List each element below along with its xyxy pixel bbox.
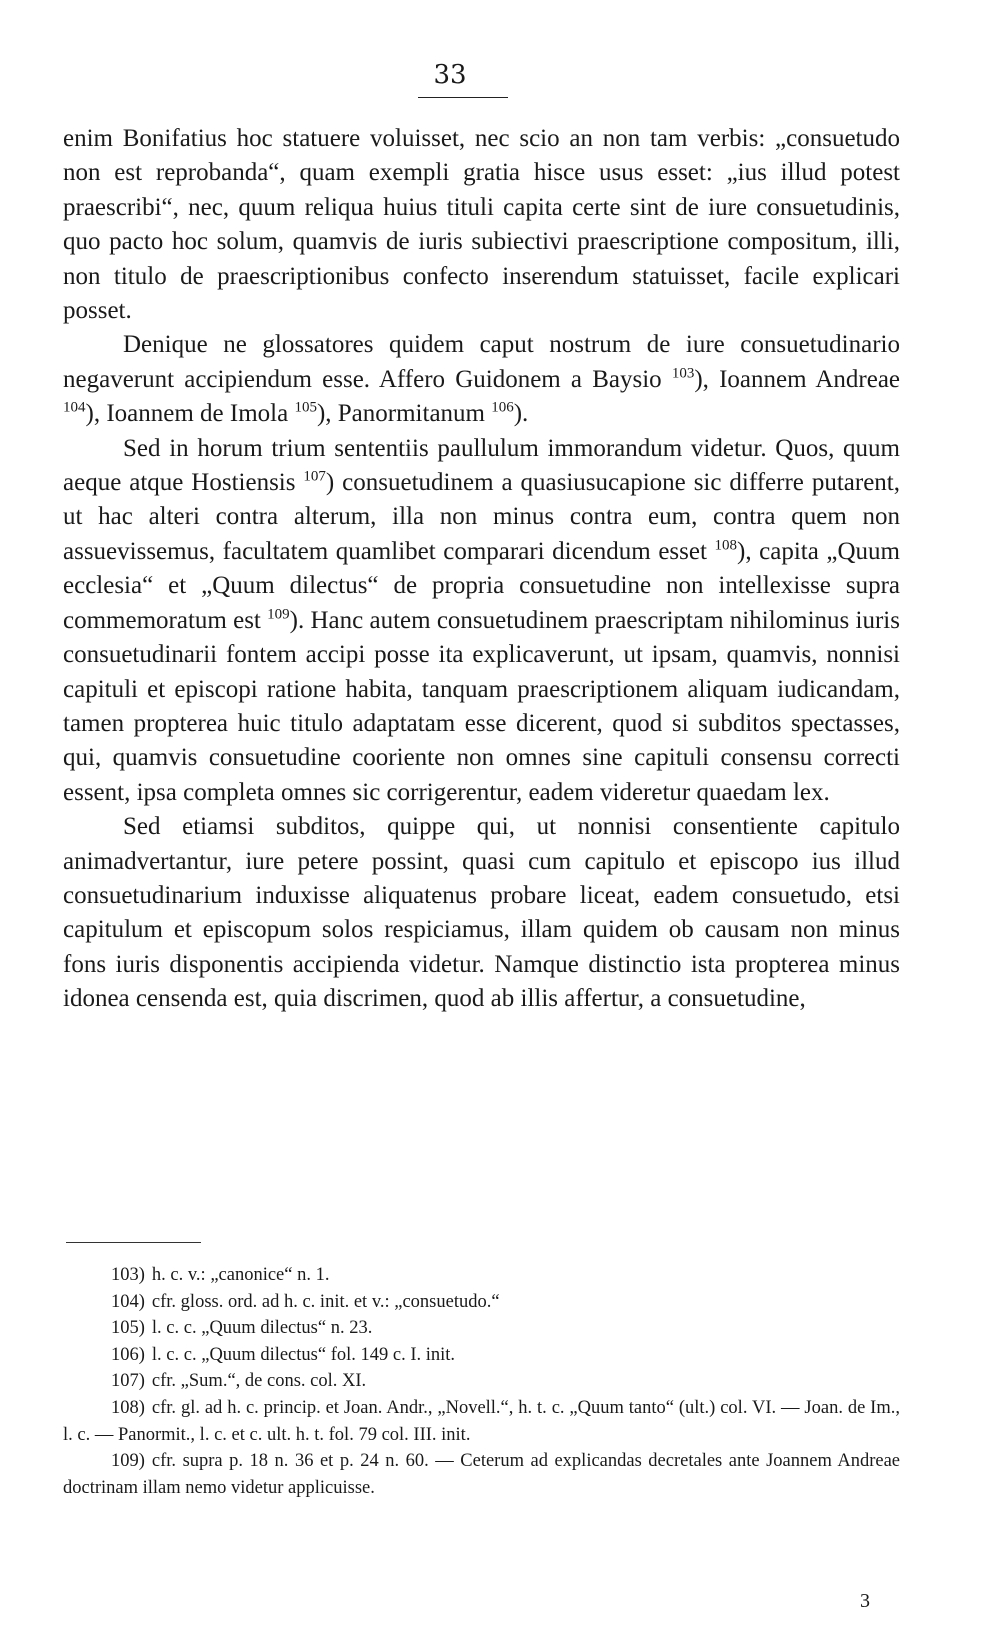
paragraph (63, 432, 900, 810)
footnote-text: cfr. gl. ad h. c. princip. et Joan. Andr., „Novell.“, h. t. c. „Quum tanto“ (ult.) col. VI. — Joan. de Im., l. c. — Panormit., l. c. et c. ult. h. t. fol. 79 col. III. init. (63, 1397, 900, 1445)
paragraph-text: enim Bonifatius hoc statuere voluisset, nec scio an non tam verbis: „consuetudo non est reprobanda“, quam exempli gratia hisce usus esset: „ius illud potest praescribi“, nec, quum reliqua huius tituli capita certe sint de iure consuetudinis, quo pacto hoc solum, quamvis de iuris subiectivi praescriptione compositum, illi, non titulo de praescriptionibus confecto inserendum statuisset, facile explicari posset. (63, 125, 900, 325)
footnote-number: 105) (111, 1318, 145, 1339)
footnote (63, 1315, 900, 1342)
footnote-number: 106) (111, 1344, 145, 1365)
footnotes (63, 1262, 900, 1501)
footnote-number: 103) (111, 1265, 145, 1285)
footnote (63, 1289, 900, 1316)
paragraph-text: ), Ioannem Andreae (694, 365, 901, 393)
paragraph-text: Sed in horum trium sententiis paullulum immorandum videtur. Quos, quum aeque atque Hostiensis (63, 434, 900, 497)
footnote-number: 104) (111, 1291, 145, 1312)
footnote (63, 1368, 900, 1395)
paragraph-text: ). (513, 400, 529, 428)
paragraph (63, 810, 900, 1016)
footnote-reference: 105 (294, 399, 317, 416)
footnote-text: l. c. c. „Quum dilectus“ n. 23. (151, 1318, 373, 1339)
main-text (63, 122, 900, 1017)
footnote-text: l. c. c. „Quum dilectus“ fol. 149 c. I. init. (151, 1344, 456, 1365)
footnote-number: 107) (111, 1371, 145, 1392)
footnote (63, 1262, 900, 1289)
signature-mark: 3 (860, 1590, 870, 1612)
footnote-text: cfr. supra p. 18 n. 36 et p. 24 n. 60. — Ceterum ad explicandas decretales ante Joannem Andreae doctrinam illam nemo videtur applicuisse. (63, 1451, 900, 1498)
footnote-number: 109) (111, 1451, 145, 1472)
footnote-reference: 107 (303, 468, 326, 485)
paragraph (63, 328, 900, 431)
paragraph (63, 122, 900, 328)
paragraph-text: ), Panormitanum (316, 400, 492, 428)
footnote-reference: 104 (63, 399, 86, 416)
page-number: 33 (433, 60, 467, 90)
footnote-text: cfr. gloss. ord. ad h. c. init. et v.: „consuetudo.“ (151, 1291, 500, 1312)
footnote-reference: 103 (671, 365, 695, 382)
footnote-number: 108) (111, 1397, 145, 1418)
footnote (63, 1395, 900, 1448)
paragraph-text: ) consuetudinem a quasiusucapione sic differre putarent, ut hac alteri contra alterum, illa non minus contra eum, contra quem non assuevissemus, facultatem quamlibet comparari dicendum esset (63, 469, 900, 565)
footnote-reference: 106 (491, 399, 514, 416)
paragraph-text: Sed etiamsi subditos, quippe qui, ut nonnisi consentiente capitulo animadvertantur, iure petere possint, quasi cum capitulo et episcopo ius illud consuetudinarium induxisse aliquatenus probare liceat, eadem consuetudo, etsi capitulum et episcopum solos respiciamus, illam quidem ob causam non minus fons iuris disponentis accipienda videtur. Namque distinctio ista propterea minus idonea censenda est, quia discrimen, quod ab illis affertur, a consuetudine, (63, 813, 900, 1013)
footnote-reference: 109 (267, 606, 290, 623)
header-rule (418, 97, 508, 98)
paragraph-text: ). Hanc autem consuetudinem praescriptam nihilominus iuris consuetudinarii fontem accipi posse ita explicaverunt, ut ipsam, quamvis, nonnisi capituli et episcopi ratione habita, tanquam praescriptionem aliquam iudicandam, tamen propterea huic titulo adaptatam esse dicerent, quod si subditos spectasses, qui, quamvis consuetudine cooriente non omnes sine capituli consensu correcti essent, ipsa completa omnes sic corrigerentur, eadem videretur quaedam lex. (63, 606, 900, 806)
paragraph-text: Denique ne glossatores quidem caput nostrum de iure consuetudinario negaverunt accipiendum esse. Affero Guidonem a Baysio (63, 331, 900, 393)
footnote-reference: 108 (714, 537, 737, 554)
footnote-text: cfr. „Sum.“, de cons. col. XI. (151, 1371, 367, 1392)
paragraph-text: ), capita „Quum ecclesia“ et „Quum dilectus“ de propria consuetudine non intellexisse supra commemoratum est (63, 537, 900, 634)
paragraph-text: ), Ioannem de Imola (85, 400, 295, 428)
footnote (63, 1448, 900, 1501)
footnote-separator (66, 1242, 201, 1243)
footnote (63, 1342, 900, 1369)
footnote-text: h. c. v.: „canonice“ n. 1. (151, 1265, 330, 1285)
